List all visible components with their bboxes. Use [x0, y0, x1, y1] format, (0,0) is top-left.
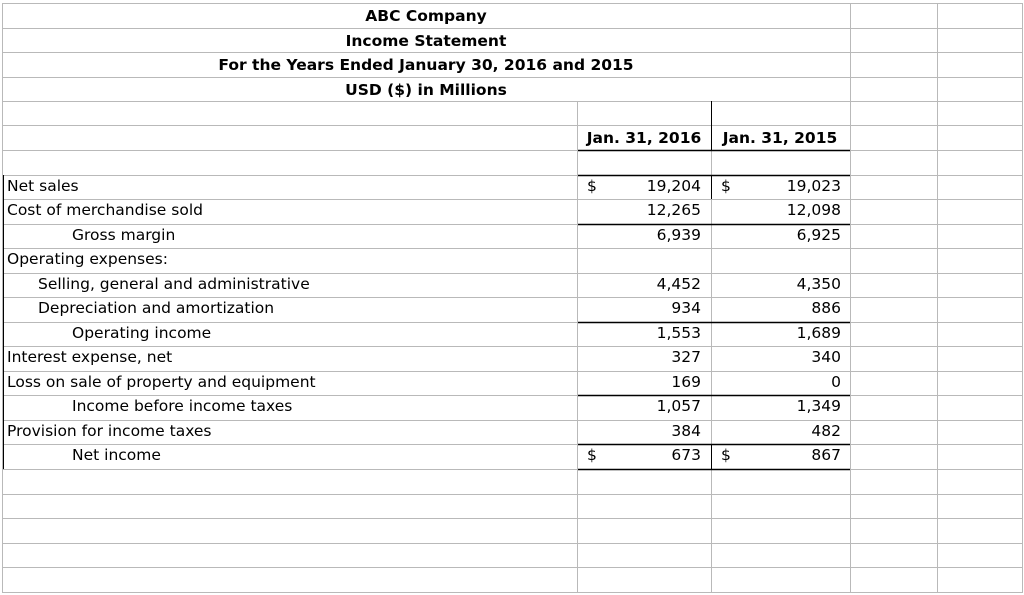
currency-symbol: $	[587, 177, 597, 195]
value-2015-net-income: 867	[811, 446, 841, 464]
statement-units: USD ($) in Millions	[345, 81, 507, 99]
value-2016-net-sales: 19,204	[646, 177, 701, 195]
currency-symbol: $	[721, 446, 731, 464]
value-2015-income-before-taxes: 1,349	[796, 397, 841, 415]
column-header-2015: Jan. 31, 2015	[722, 129, 838, 147]
value-2015-net-sales: 19,023	[786, 177, 841, 195]
value-2016-depreciation: 934	[671, 299, 701, 317]
value-2016-sga: 4,452	[656, 275, 701, 293]
value-2015-provision-for-taxes: 482	[811, 422, 841, 440]
row-label-income-before-taxes: Income before income taxes	[72, 397, 293, 415]
column-header-2016: Jan. 31, 2016	[586, 129, 702, 147]
value-2016-operating-income: 1,553	[656, 324, 701, 342]
value-2016-interest-expense: 327	[671, 348, 701, 366]
row-label-gross-margin: Gross margin	[72, 226, 176, 244]
row-label-sga: Selling, general and administrative	[38, 275, 310, 293]
value-2016-net-income: 673	[671, 446, 701, 464]
company-name: ABC Company	[365, 7, 487, 25]
value-2016-gross-margin: 6,939	[656, 226, 701, 244]
currency-symbol: $	[587, 446, 597, 464]
value-2016-cost-of-merchandise: 12,265	[646, 201, 701, 219]
currency-symbol: $	[721, 177, 731, 195]
statement-title: Income Statement	[345, 32, 507, 50]
value-2015-interest-expense: 340	[811, 348, 841, 366]
value-2015-depreciation: 886	[811, 299, 841, 317]
row-label-net-income: Net income	[72, 446, 161, 464]
value-2015-cost-of-merchandise: 12,098	[786, 201, 841, 219]
row-label-loss-on-sale: Loss on sale of property and equipment	[7, 373, 316, 391]
value-2016-income-before-taxes: 1,057	[656, 397, 701, 415]
row-label-net-sales: Net sales	[7, 177, 79, 195]
value-2015-loss-on-sale: 0	[831, 373, 841, 391]
row-label-operating-expenses: Operating expenses:	[7, 250, 168, 268]
value-2015-operating-income: 1,689	[796, 324, 841, 342]
statement-period: For the Years Ended January 30, 2016 and 2015	[218, 56, 634, 74]
row-label-depreciation: Depreciation and amortization	[38, 299, 275, 317]
value-2015-sga: 4,350	[796, 275, 841, 293]
value-2016-provision-for-taxes: 384	[671, 422, 701, 440]
value-2015-gross-margin: 6,925	[796, 226, 841, 244]
row-label-cost-of-merchandise: Cost of merchandise sold	[7, 201, 203, 219]
row-label-provision-for-taxes: Provision for income taxes	[7, 422, 212, 440]
row-label-interest-expense: Interest expense, net	[7, 348, 173, 366]
row-label-operating-income: Operating income	[72, 324, 212, 342]
value-2016-loss-on-sale: 169	[671, 373, 701, 391]
